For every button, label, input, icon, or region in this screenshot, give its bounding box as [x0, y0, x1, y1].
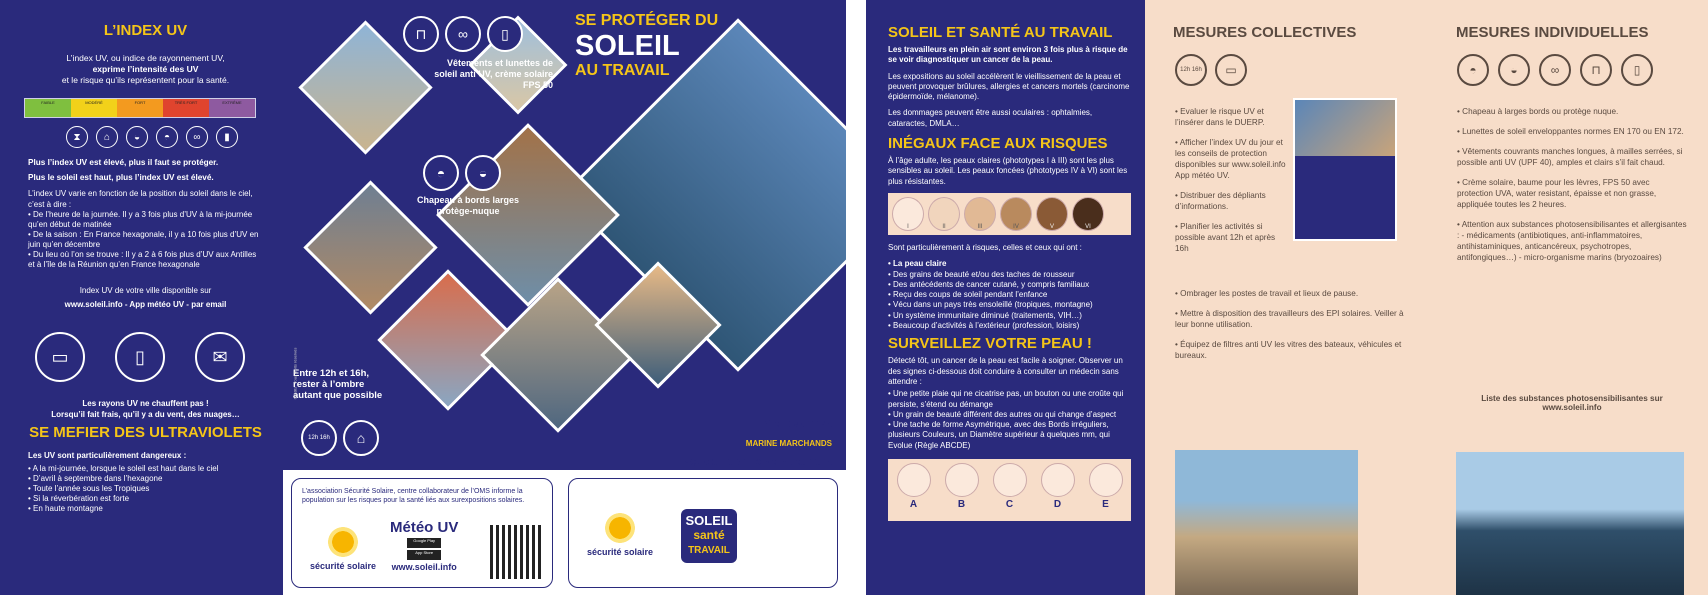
intro-line-2: exprime l’intensité des UV	[92, 64, 199, 74]
phototype-6: VI	[1072, 197, 1104, 231]
risk-title: INÉGAUX FACE AUX RISQUES	[888, 135, 1108, 153]
panel-health	[866, 0, 1145, 595]
list-item: • Une tache de forme Asymétrique, avec des Bords irréguliers, plusieurs Couleurs, un Diamètre supérieur à quelques mm, qui Evolue (Règle ABCDE)	[888, 420, 1131, 451]
list-item: • Chapeau à larges bords ou protège nuque.	[1457, 106, 1687, 117]
neck-cap-icon: ◒	[1498, 54, 1530, 86]
panel-index-uv	[0, 0, 283, 595]
gear-icons	[403, 16, 523, 52]
variation-list	[28, 210, 263, 270]
sunscreen-icon: ▯	[487, 16, 523, 52]
rule-2: Plus le soleil est haut, plus l’index UV est élevé.	[28, 173, 214, 182]
uv-scale-extreme: EXTRÊME	[209, 99, 255, 117]
photo-credit: Crédits : Tous droits réservés	[292, 347, 298, 400]
list-item: • Reçu des coups de soleil pendant l’enfance	[888, 290, 1131, 300]
health-text-3: Les dommages peuvent être aussi oculaires : ophtalmies, cataractes, DMLA…	[888, 108, 1093, 128]
list-item: • En haute montagne	[28, 504, 263, 514]
intro-line-1: L’index UV, ou indice de rayonnement UV,	[66, 53, 225, 63]
list-item: • Attention aux substances photosensibilisantes et allergisantes : - médicaments (antibiotiques, anti-inflammatoires, antihistaminiques, anticancéreux, psychotropes, antifongiques…) - micro-organisme marins (bryozoaires)	[1457, 219, 1687, 263]
danger-list	[28, 464, 263, 514]
abcde-d: D	[1039, 463, 1077, 517]
variation-text: L’index UV varie en fonction de la position du soleil dans le ciel, c’est à dire :	[28, 189, 253, 209]
list-item: • A la mi-journée, lorsque le soleil est haut dans le ciel	[28, 464, 263, 474]
sectors	[684, 415, 832, 472]
securite-solaire-logo	[310, 523, 376, 571]
protection-icons	[66, 126, 263, 148]
phototype-strip	[888, 193, 1131, 235]
soleil-sante-travail-logo	[681, 509, 737, 563]
list-item: • Mettre à disposition des travailleurs des EPI solaires. Veiller à leur bonne utilisation.	[1175, 308, 1405, 330]
fold-gap	[846, 0, 866, 595]
clock-icon: 12h 16h	[1175, 54, 1207, 86]
vest-icon: ⊓	[1580, 54, 1612, 86]
hat-icons	[423, 155, 501, 191]
list-item: • Ombrager les postes de travail et lieux de pause.	[1175, 288, 1405, 299]
hat-icon: ◓	[423, 155, 459, 191]
list-item: • De l’heure de la journée. Il y a 3 fois plus d’UV à la mi-journée qu’en début de matinée	[28, 210, 263, 230]
list-item: • Distribuer des dépliants d’informations.	[1175, 190, 1287, 212]
shade-icons	[301, 420, 379, 456]
meteo-uv-block	[390, 519, 458, 572]
channel-icons	[20, 332, 260, 382]
hut-icon: ⌂	[96, 126, 118, 148]
list-item: • Des antécédents de cancer cutané, y compris familiaux	[888, 280, 1131, 290]
uv-scale-moderate: MODÉRÉ	[71, 99, 117, 117]
list-item: • Du lieu où l’on se trouve : Il y a 2 à 6 fois plus d’UV aux Antilles et à l’île de la Réunion qu’en France hexagonale	[28, 250, 263, 270]
risk-text: À l’âge adulte, les peaux claires (phototypes I à III) sont les plus sensibles au soleil. Les peaux foncées (phototypes IV à VI) sont les plus résistantes.	[888, 156, 1128, 186]
badge-line-2: santé	[693, 528, 725, 542]
fisherman-photo	[1456, 452, 1684, 595]
list-item: • Un système immunitaire diminué (traitements, VIH…)	[888, 311, 1131, 321]
securite-solaire-logo	[587, 509, 653, 557]
phototype-4: IV	[1000, 197, 1032, 231]
list-item: • Toute l’année sous les Tropiques	[28, 484, 263, 494]
association-box	[291, 478, 553, 588]
email-icon: ✉	[195, 332, 245, 382]
cover-title-line-3: AU TRAVAIL	[575, 62, 670, 79]
abcde-c: C	[991, 463, 1029, 517]
web-info-2[interactable]: www.soleil.info - App météo UV - par email	[64, 300, 227, 309]
clothing-text: Vêtements et lunettes de soleil anti UV, crème solaire FPS 50	[434, 58, 553, 90]
beware-uv-title: SE MEFIER DES ULTRAVIOLETS	[29, 424, 262, 441]
logos-box	[568, 478, 838, 588]
hat-text: Chapeau à bords larges protège-nuque	[416, 195, 520, 216]
individual-title: MESURES INDIVIDUELLES	[1456, 24, 1649, 41]
shade-text: Entre 12h et 16h, rester à l’ombre autant que possible	[293, 368, 383, 401]
phone-icon: ▯	[115, 332, 165, 382]
uv-scale-high: FORT	[117, 99, 163, 117]
list-item: • Crème solaire, baume pour les lèvres, FPS 50 avec protection UVA, water resistant, épaisse et non grasse, appliquée toutes les 2 heures.	[1457, 177, 1687, 210]
website-link[interactable]: www.soleil.info	[391, 562, 457, 572]
uv-scale-very-high: TRÈS FORT	[163, 99, 209, 117]
list-item: • La peau claire	[888, 259, 1131, 269]
sun-icon	[324, 523, 362, 561]
intro-line-3: et le risque qu’ils représentent pour la santé.	[61, 75, 230, 85]
hat-icon: ◓	[156, 126, 178, 148]
health-text-1: Les travailleurs en plein air sont environ 3 fois plus à risque de se voir diagnostiquer un cancer de la peau.	[888, 45, 1128, 65]
list-item: • Un grain de beauté différent des autres ou qui change d’aspect	[888, 410, 1131, 420]
signs-list	[888, 389, 1131, 451]
clock-icon: 12h 16h	[301, 420, 337, 456]
danger-heading: Les UV sont particulièrement dangereux :	[28, 451, 187, 460]
substances-link[interactable]: Liste des substances photosensibilisantes sur www.soleil.info	[1481, 394, 1663, 412]
abcde-strip	[888, 459, 1131, 521]
index-uv-title: L’INDEX UV	[103, 22, 188, 39]
oyster-farmer-photo	[1175, 450, 1358, 595]
association-text: L’association Sécurité Solaire, centre collaborateur de l’OMS informe la population sur les risques pour la santé liés aux surexpositions solaires.	[302, 488, 525, 504]
cover-title	[575, 12, 718, 80]
list-item: • Une petite plaie qui ne cicatrise pas, un bouton ou une croûte qui persiste, s’étend ou démange	[888, 389, 1131, 410]
vehicle-icon: ▭	[1215, 54, 1247, 86]
sector-fishing: PÊCHE MARITIME	[762, 420, 832, 429]
collective-icons	[1175, 54, 1247, 86]
hourglass-icon: ⧗	[66, 126, 88, 148]
health-title: SOLEIL ET SANTÉ AU TRAVAIL	[888, 24, 1113, 41]
sunscreen-icon: ▯	[1621, 54, 1653, 86]
list-item: • Vécu dans un pays très ensoleillé (tropiques, montagne)	[888, 300, 1131, 310]
hat-icon: ◓	[1457, 54, 1489, 86]
list-item: • Des grains de beauté et/ou des taches de rousseur	[888, 270, 1131, 280]
phototype-5: V	[1036, 197, 1068, 231]
app-store-badge[interactable]: App Store	[407, 550, 441, 560]
rays-line-2: Lorsqu’il fait frais, qu’il y a du vent, des nuages…	[51, 410, 240, 419]
brochure-thumbnail	[1293, 98, 1397, 241]
cream-icon: ▮	[216, 126, 238, 148]
helmet-icon: ◒	[126, 126, 148, 148]
logo-text: sécurité solaire	[310, 561, 377, 571]
uv-scale	[24, 98, 256, 118]
rule-1: Plus l’index UV est élevé, plus il faut se protéger.	[28, 158, 219, 167]
neck-cap-icon: ◒	[465, 155, 501, 191]
skin-check-title: SURVEILLEZ VOTRE PEAU !	[888, 335, 1092, 353]
cover-title-line-2: SOLEIL	[575, 30, 680, 62]
sector-merchant: MARINE MARCHANDS	[745, 439, 832, 448]
list-item: • D’avril à septembre dans l’hexagone	[28, 474, 263, 484]
phototype-1: I	[892, 197, 924, 231]
skin-check-text: Détecté tôt, un cancer de la peau est facile à soigner. Observer un des signes ci-dessous doit conduire à consulter un médecin sans attendre :	[888, 356, 1123, 386]
collective-title: MESURES COLLECTIVES	[1173, 24, 1357, 41]
meteo-uv-title: Météo UV	[390, 519, 459, 536]
web-info-1: Index UV de votre ville disponible sur	[79, 286, 212, 295]
cover-title-line-1: SE PROTÉGER DU	[575, 12, 719, 29]
list-item: • Evaluer le risque UV et l’insérer dans le DUERP.	[1175, 106, 1287, 128]
qr-code[interactable]	[490, 525, 544, 579]
sunglasses-icon: ∞	[1539, 54, 1571, 86]
shelter-icon: ⌂	[343, 420, 379, 456]
list-item: • Si la réverbération est forte	[28, 494, 263, 504]
sun-icon	[601, 509, 639, 547]
abcde-b: B	[943, 463, 981, 517]
sector-aquaculture: AQUACULTURE - CONCHYLICULTURE	[684, 458, 832, 467]
google-play-badge[interactable]: Google Play	[407, 538, 441, 548]
sunglasses-icon: ∞	[445, 16, 481, 52]
risk-list-intro: Sont particulièrement à risques, celles et ceux qui ont :	[888, 242, 1082, 252]
collective-list-2	[1175, 288, 1405, 370]
logo-text: sécurité solaire	[587, 547, 654, 557]
abcde-e: E	[1087, 463, 1125, 517]
list-item: • Afficher l’index UV du jour et les conseils de protection disponibles sur www.soleil.info App météo UV.	[1175, 137, 1287, 181]
rays-line-1: Les rayons UV ne chauffent pas !	[82, 399, 209, 408]
phototype-3: III	[964, 197, 996, 231]
collective-list	[1175, 106, 1287, 263]
vest-icon: ⊓	[403, 16, 439, 52]
list-item: • De la saison : En France hexagonale, il y a 10 fois plus d’UV en juin qu’en décembre	[28, 230, 263, 250]
list-item: • Lunettes de soleil enveloppantes normes EN 170 ou EN 172.	[1457, 126, 1687, 137]
list-item: • Planifier les activités si possible avant 12h et après 16h	[1175, 221, 1287, 254]
list-item: • Équipez de filtres anti UV les vitres des bateaux, véhicules et bureaux.	[1175, 339, 1405, 361]
badge-line-1: SOLEIL	[685, 513, 733, 528]
panel-cover	[283, 0, 846, 595]
list-item: • Vêtements couvrants manches longues, à mailles serrées, si possible anti UV (UPF 40), amples et clairs s’il fait chaud.	[1457, 146, 1687, 168]
health-text-2: Les expositions au soleil accélèrent le vieillissement de la peau et peuvent provoquer brûlures, allergies et cancers mortels (carcinome épidermoïde, mélanome).	[888, 71, 1130, 102]
panel-measures	[1145, 0, 1708, 595]
list-item: • Beaucoup d’activités à l’extérieur (profession, loisirs)	[888, 321, 1131, 331]
abcde-a: A	[895, 463, 933, 517]
individual-icons	[1457, 54, 1653, 86]
risk-list	[888, 259, 1131, 331]
uv-scale-low: FAIBLE	[25, 99, 71, 117]
badge-line-3: TRAVAIL	[688, 545, 730, 556]
individual-list	[1457, 106, 1687, 272]
phototype-2: II	[928, 197, 960, 231]
glasses-icon: ∞	[186, 126, 208, 148]
laptop-icon: ▭	[35, 332, 85, 382]
